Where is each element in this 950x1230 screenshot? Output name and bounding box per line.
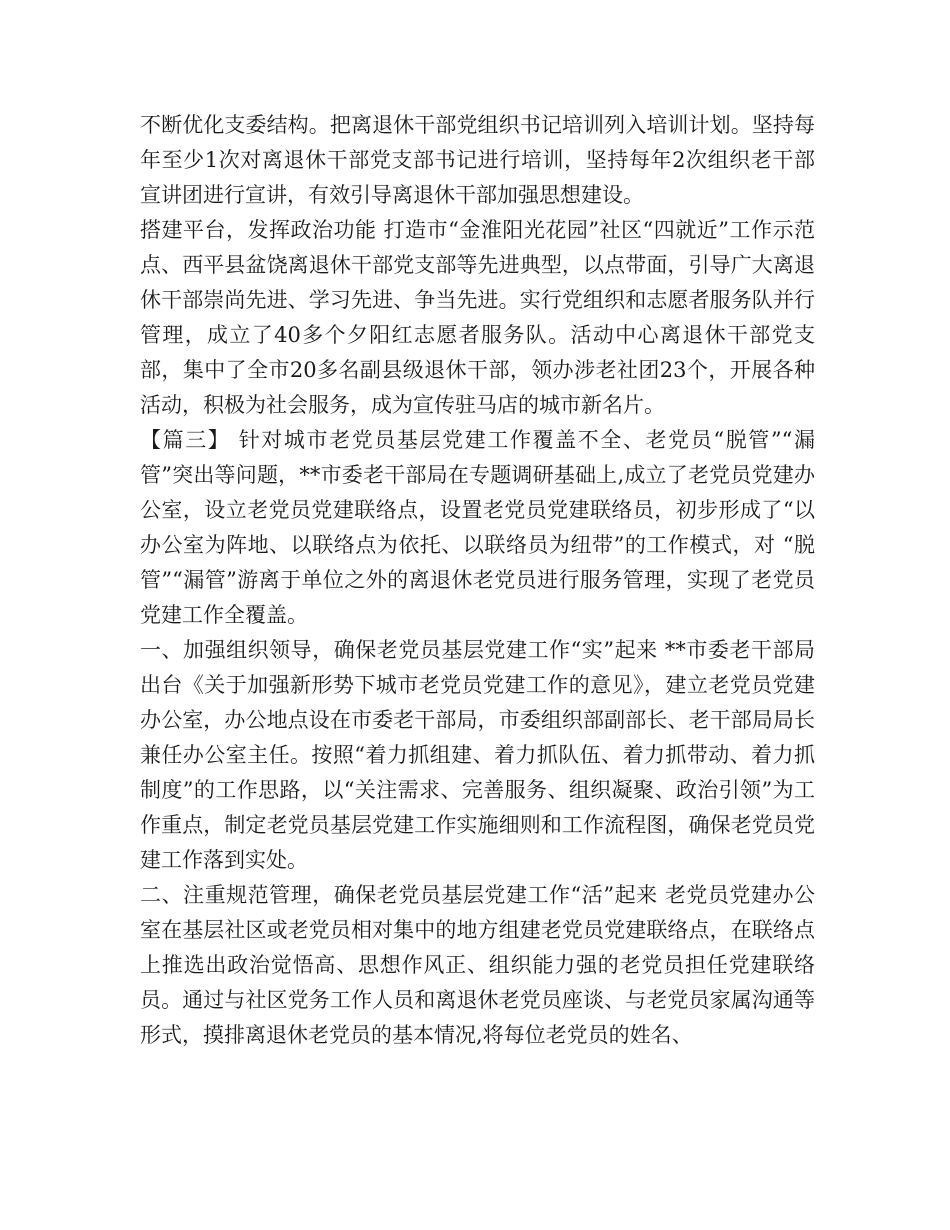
document-page — [140, 108, 815, 1053]
paragraph-2: 搭建平台，发挥政治功能 打造市“金淮阳光花园”社区“四就近”工作示范点、西平县盆饶离退休干部党支部等先进典型，以点带面，引导广大离退休干部崇尚先进、学习先进、争当先进。实行党组织和志愿者服务队并行管理，成立了40多个夕阳红志愿者服务队。活动中心离退休干部党支部，集中了全市20多名副县级退休干部，领办涉老社团23个，开展各种活动，积极为社会服务，成为宣传驻马店的城市新名片。 — [140, 218, 815, 417]
paragraph-4: 一、加强组织领导，确保老党员基层党建工作“实”起来 **市委老干部局出台《关于加强新形势下城市老党员党建工作的意见》，建立老党员党建办公室，办公地点设在市委老干部局，市委组织部副部长、老干部局局长兼任办公室主任。按照“着力抓组建、着力抓队伍、着力抓带动、着力抓制度”的工作思路，以“关注需求、完善服务、组织凝聚、政治引领”为工作重点，制定老党员基层党建工作实施细则和工作流程图，确保老党员党建工作落到实处。 — [140, 638, 815, 872]
paragraph-1: 不断优化支委结构。把离退休干部党组织书记培训列入培训计划。坚持每年至少1次对离退休干部党支部书记进行培训，坚持每年2次组织老干部宣讲团进行宣讲，有效引导离退休干部加强思想建设。 — [140, 113, 815, 207]
paragraph-5: 二、注重规范管理，确保老党员基层党建工作“活”起来 老党员党建办公室在基层社区或老党员相对集中的地方组建老党员党建联络点，在联络点上推选出政治觉悟高、思想作风正、组织能力强的老党员担任党建联络员。通过与社区党务工作人员和离退休老党员座谈、与老党员家属沟通等形式，摸排离退休老党员的基本情况,将每位老党员的姓名、 — [140, 883, 815, 1047]
paragraph-3: 【篇三】 针对城市老党员基层党建工作覆盖不全、老党员“脱管”“漏管”突出等问题，**市委老干部局在专题调研基础上,成立了老党员党建办公室，设立老党员党建联络点，设置老党员党建联络员，初步形成了“以办公室为阵地、以联络点为依托、以联络员为纽带”的工作模式，对 “脱管”“漏管”游离于单位之外的离退休老党员进行服务管理，实现了老党员党建工作全覆盖。 — [140, 428, 815, 627]
